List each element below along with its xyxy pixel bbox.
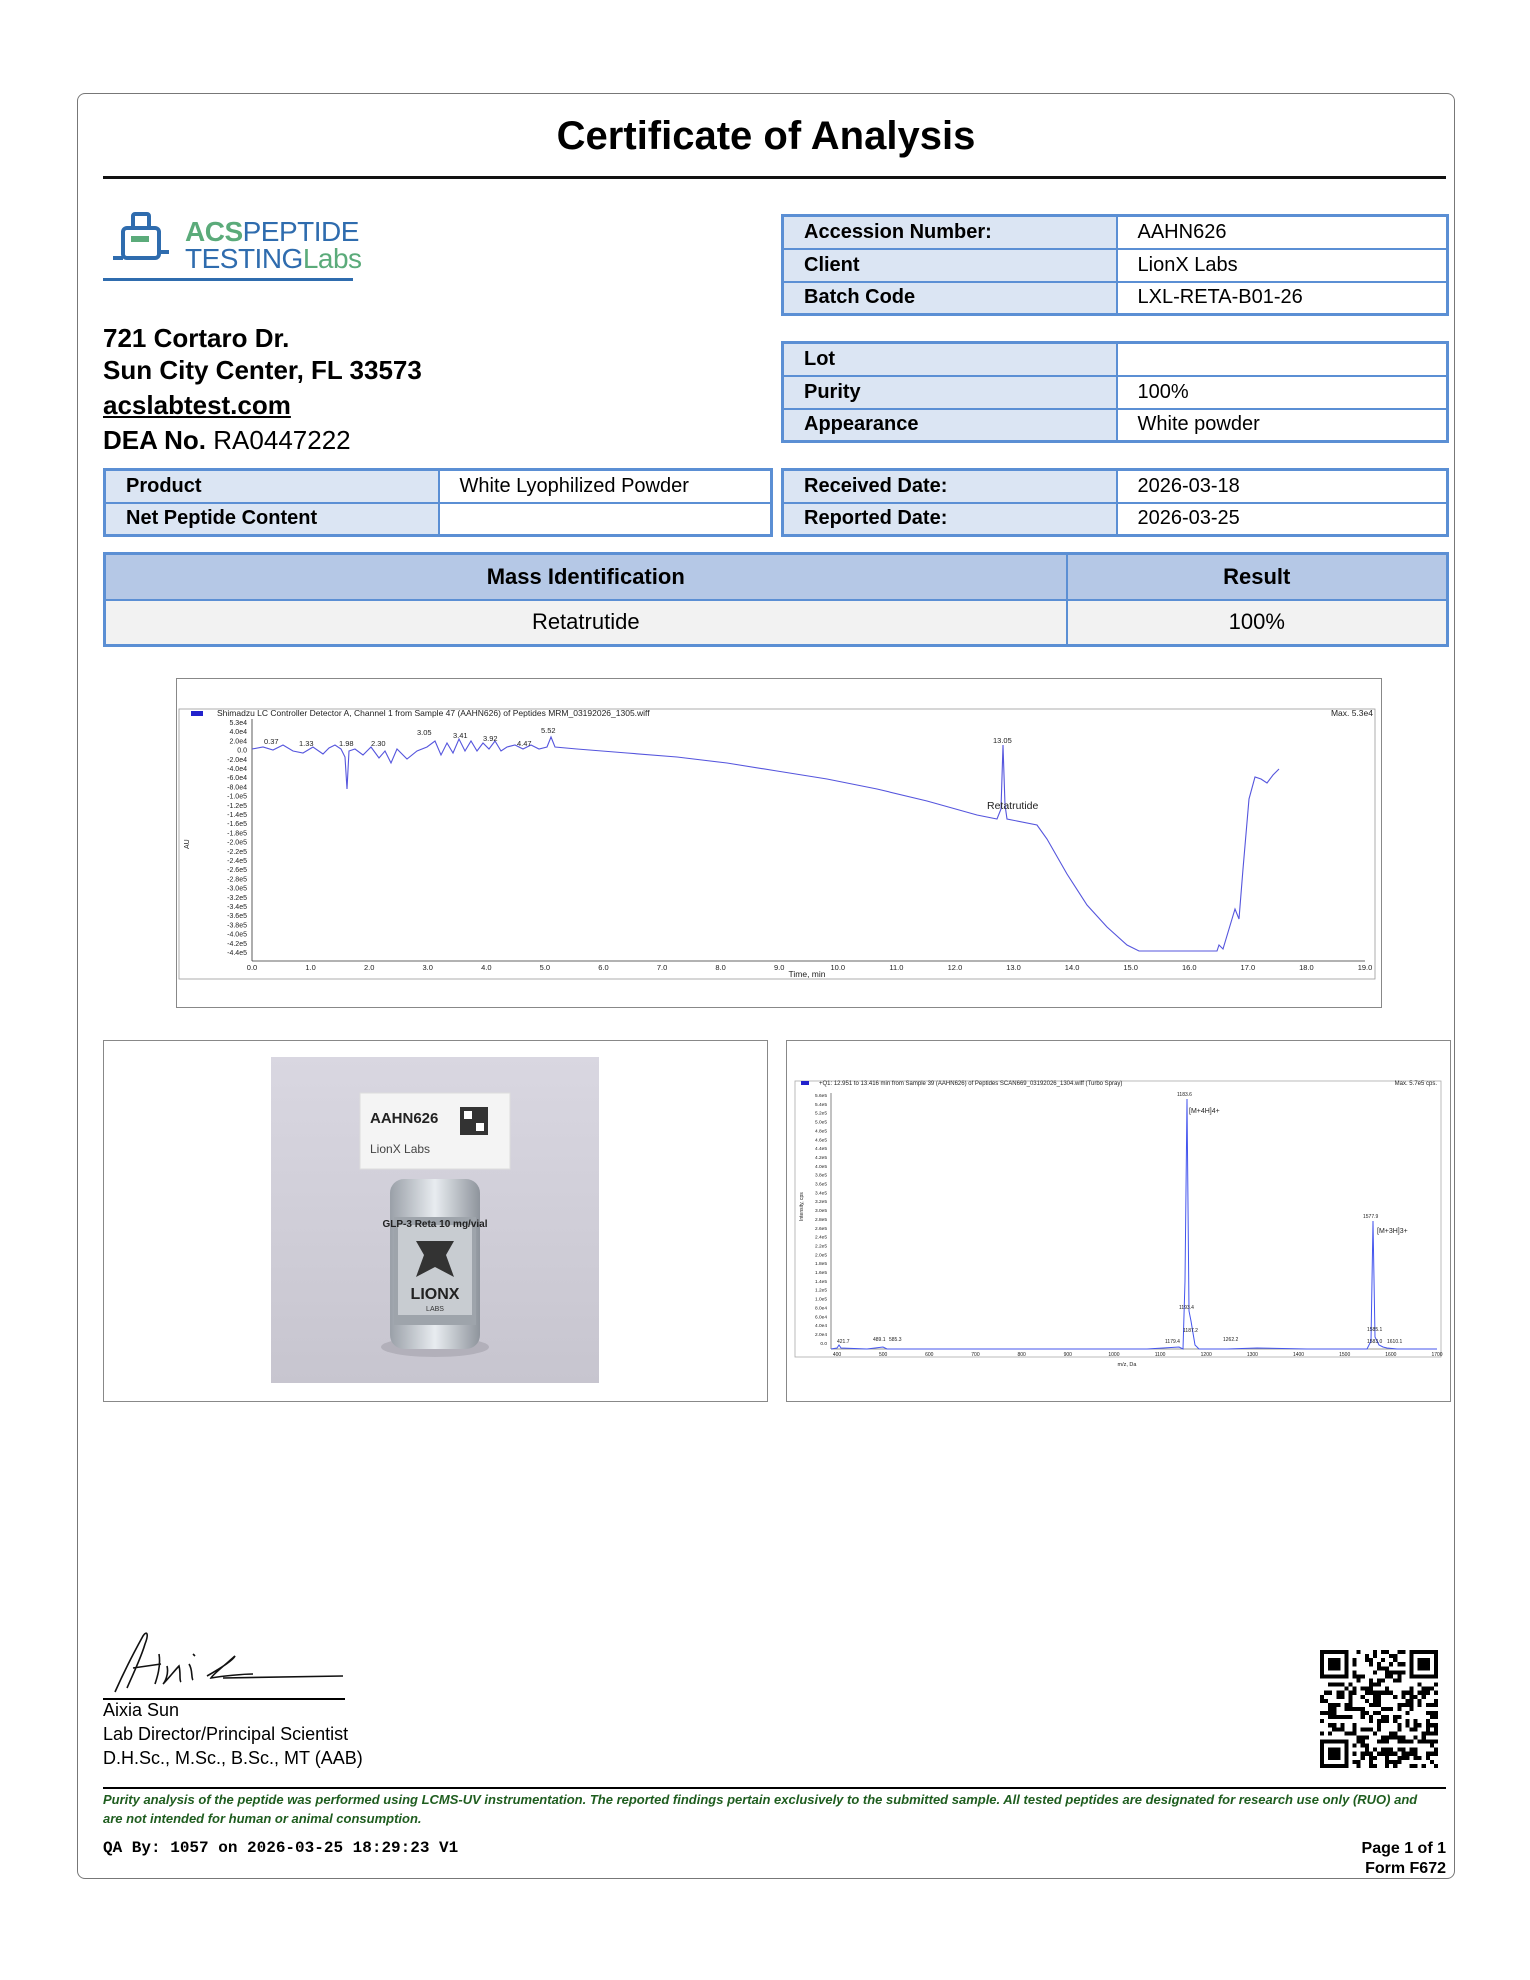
tick-label: 1.0: [305, 963, 316, 972]
signature-block: [103, 1614, 353, 1709]
tick-label: 5.4e5: [814, 1102, 827, 1108]
tick-label: -1.8e5: [227, 830, 247, 838]
tick-label: 4.0e4: [229, 729, 247, 737]
form-number: Form F672: [1365, 1860, 1446, 1877]
svg-text:GLP-3 Reta 10 mg/vial: GLP-3 Reta 10 mg/vial: [382, 1219, 488, 1230]
chromatogram-figure: [176, 678, 1382, 1008]
tick-label: 0.0: [237, 747, 247, 755]
lab-address: [103, 322, 422, 456]
peak-label: 1.98: [339, 739, 354, 748]
svg-text:LABS: LABS: [426, 1306, 444, 1313]
tick-label: -3.2e5: [227, 894, 247, 902]
sample-photo-frame: [103, 1040, 768, 1402]
peak-label: 3.41: [453, 731, 468, 740]
net-peptide-value: [439, 503, 772, 536]
signer-block: [103, 1698, 363, 1770]
tick-label: 0.0: [246, 963, 258, 972]
tick-label: -3.8e5: [227, 922, 247, 930]
table-row: [783, 216, 1448, 249]
tick-label: 600: [925, 1352, 934, 1358]
page-number: Page 1 of 1: [1361, 1840, 1446, 1857]
tick-label: 1.4e5: [814, 1279, 827, 1285]
batch-value: LXL-RETA-B01-26: [1117, 282, 1448, 315]
received-value: 2026-03-18: [1117, 470, 1448, 503]
tick-label: 1000: [1108, 1352, 1120, 1358]
table-row: [783, 470, 1448, 503]
qr-code[interactable]: [1320, 1650, 1438, 1768]
tick-label: 1300: [1246, 1352, 1258, 1358]
net-peptide-label: Net Peptide Content: [105, 503, 439, 536]
tick-label: 8.0e4: [814, 1306, 827, 1312]
purity-label: Purity: [783, 376, 1117, 409]
tick-label: 19.0: [1357, 963, 1373, 972]
tick-label: 400: [832, 1352, 842, 1358]
signer-name: Aixia Sun: [103, 1700, 180, 1720]
spectrum-max: Max. 5.7e5 cps.: [1394, 1081, 1437, 1087]
tick-label: 3.8e5: [814, 1173, 827, 1179]
sample-vial-photo: [104, 1041, 766, 1400]
tick-label: 0.0: [820, 1341, 827, 1347]
peak-label: 489.1: [873, 1337, 886, 1343]
tick-label: 4.8e5: [814, 1129, 827, 1135]
lot-value: [1117, 343, 1448, 376]
ion-label-3plus: [M+3H]3+: [1377, 1228, 1408, 1235]
tick-label: 5.2e5: [814, 1111, 827, 1117]
peak-label: 421.7: [837, 1339, 850, 1345]
tick-label: 5.6e5: [814, 1094, 827, 1099]
peak-label: 1.33: [299, 739, 314, 748]
logo-underline: [103, 278, 353, 281]
tick-label: 1400: [1292, 1352, 1305, 1358]
table-row: [783, 249, 1448, 282]
tick-label: 1600: [1385, 1352, 1397, 1358]
tick-label: -6.0e4: [227, 775, 247, 783]
peak-label: 3.05: [417, 728, 432, 737]
handwritten-signature: [103, 1614, 353, 1704]
peak-label: 1610.1: [1387, 1339, 1403, 1345]
tick-label: 2.0e5: [814, 1253, 827, 1259]
tick-label: 9.0: [773, 963, 785, 972]
tick-label: -2.6e5: [227, 867, 247, 875]
table-row: [783, 282, 1448, 315]
peak-label: 2.30: [371, 739, 386, 748]
tick-label: 5.0e5: [814, 1120, 827, 1126]
product-label: Product: [105, 470, 439, 503]
tick-label: 2.4e5: [814, 1235, 827, 1241]
tick-label: 15.0: [1123, 963, 1138, 972]
peak-label: 3.92: [483, 734, 498, 743]
tick-label: -4.2e5: [227, 940, 247, 948]
peak-label: 4.47: [517, 739, 532, 748]
tick-label: 8.0: [715, 963, 726, 972]
svg-text:LionX Labs: LionX Labs: [370, 1142, 431, 1156]
ion-label-4plus: [M+4H]4+: [1189, 1108, 1220, 1115]
tick-label: 1.6e5: [814, 1271, 827, 1276]
disclaimer: Purity analysis of the peptide was performed using LCMS-UV instrumentation. The reported findings pertain exclusively to the submitted sample. All tested peptides are designated for research use only (RUO) and are not intended for human or animal consumption.: [103, 1792, 1418, 1826]
tick-label: 14.0: [1064, 963, 1080, 972]
table-row: [105, 470, 772, 503]
city: Sun City Center, FL 33573: [103, 355, 422, 385]
qa-stamp: QA By: 1057 on 2026-03-25 18:29:23 V1: [103, 1839, 459, 1857]
dea-label: DEA No.: [103, 425, 207, 455]
tick-label: 4.0e4: [814, 1324, 827, 1330]
tick-label: -8.0e4: [227, 784, 247, 792]
batch-label: Batch Code: [783, 282, 1117, 315]
certificate-sheet: [77, 93, 1455, 1879]
chromatogram-max: Max. 5.3e4: [1330, 708, 1373, 718]
mass-header: Mass Identification: [105, 554, 1067, 600]
tick-label: 1.0e5: [814, 1297, 827, 1303]
product-value: White Lyophilized Powder: [439, 470, 772, 503]
mass-identification-table: [103, 552, 1449, 647]
tick-label: 2.6e5: [814, 1226, 827, 1232]
lot-label: Lot: [783, 343, 1117, 376]
y-axis-ticks: [815, 1093, 827, 1347]
tick-label: 1.2e5: [814, 1288, 827, 1294]
result-header: Result: [1067, 554, 1448, 600]
signer-role: Lab Director/Principal Scientist: [103, 1724, 349, 1744]
peak-label: 1183.6: [1177, 1092, 1192, 1098]
chromatogram-trace: [252, 737, 1279, 951]
tick-label: -3.4e5: [227, 904, 247, 911]
tick-label: -1.2e5: [227, 802, 247, 810]
tick-label: 2.2e5: [814, 1244, 827, 1250]
spectrum-trace: [831, 1099, 1437, 1349]
lot-table: [781, 341, 1449, 443]
tick-label: -2.4e5: [227, 858, 247, 865]
x-axis-label: Time, min: [788, 969, 826, 979]
tick-label: -3.0e5: [227, 885, 247, 893]
tick-label: 3.4e5: [814, 1191, 827, 1197]
peak-label: 1577.9: [1363, 1214, 1379, 1220]
appearance-value: White powder: [1117, 409, 1448, 442]
tick-label: 18.0: [1299, 963, 1314, 972]
mass-spectrum-frame: [786, 1040, 1451, 1402]
received-label: Received Date:: [783, 470, 1117, 503]
tick-label: 1.8e5: [814, 1262, 827, 1268]
y-axis-ticks: [227, 720, 247, 957]
tick-label: 2.0e4: [229, 738, 247, 746]
tick-label: 2.0: [363, 963, 375, 972]
tick-label: 4.0: [481, 963, 492, 972]
tick-label: 3.2e5: [814, 1200, 827, 1206]
tick-label: 4.4e5: [814, 1147, 827, 1153]
tick-label: -2.8e5: [227, 876, 247, 884]
tick-label: -1.0e5: [227, 793, 247, 801]
tick-label: 16.0: [1181, 963, 1197, 972]
logo-wordmark: ACSPEPTIDE TESTINGLabs: [185, 216, 362, 274]
peak-label: 5.52: [541, 726, 556, 735]
tick-label: 5.3e4: [229, 720, 247, 727]
tick-label: 4.0e5: [814, 1164, 827, 1170]
tick-label: 1100: [1154, 1352, 1166, 1358]
tick-label: 12.0: [947, 963, 963, 972]
peak-label: 1583.0: [1367, 1339, 1383, 1345]
accession-value: AAHN626: [1117, 216, 1448, 249]
spectrum-header: +Q1: 12.951 to 13.416 min from Sample 39 (AAHN626) of Peptides SCAN669_03192026_1304.wiff (Turbo Spray): [819, 1081, 1123, 1087]
client-value: LionX Labs: [1117, 249, 1448, 282]
tick-label: 1700: [1431, 1352, 1443, 1358]
accession-label: Accession Number:: [783, 216, 1117, 249]
footer-divider: [103, 1787, 1446, 1789]
client-label: Client: [783, 249, 1117, 282]
peak-label: 1585.1: [1367, 1327, 1383, 1333]
svg-text:LIONX: LIONX: [410, 1286, 460, 1303]
tick-label: -1.6e5: [227, 821, 247, 829]
reported-value: 2026-03-25: [1117, 503, 1448, 536]
signer-credentials: D.H.Sc., M.Sc., B.Sc., MT (AAB): [103, 1748, 363, 1768]
table-row: [783, 376, 1448, 409]
tick-label: 10.0: [830, 963, 846, 972]
tick-label: -2.0e4: [227, 756, 247, 764]
tick-label: 3.0: [422, 963, 433, 972]
tick-label: 6.0: [598, 963, 609, 972]
tick-label: 3.6e5: [814, 1182, 827, 1188]
peak-label: 585.3: [889, 1337, 902, 1343]
mass-spectrum-chart: [787, 1041, 1449, 1400]
company-logo: [103, 212, 393, 292]
tick-label: 800: [1017, 1352, 1026, 1358]
tick-label: 700: [971, 1352, 980, 1358]
chromatogram-chart: [177, 679, 1380, 1006]
table-row: [105, 503, 772, 536]
tick-label: 6.0e4: [814, 1315, 827, 1321]
peak-label: 1262.2: [1223, 1337, 1239, 1343]
reported-label: Reported Date:: [783, 503, 1117, 536]
tick-label: -2.0e5: [227, 839, 247, 847]
peak-label: 0.37: [264, 737, 279, 746]
appearance-label: Appearance: [783, 409, 1117, 442]
tick-label: -4.0e4: [227, 766, 247, 773]
tick-label: 7.0: [656, 963, 668, 972]
tick-label: 900: [1063, 1352, 1072, 1358]
peak-annotation-retatrutide: Retatrutide: [987, 800, 1039, 812]
dates-table: [781, 468, 1449, 537]
tick-label: 1200: [1200, 1352, 1212, 1358]
tick-label: 2.8e5: [814, 1217, 827, 1223]
tick-label: 17.0: [1240, 963, 1256, 972]
page-title: Certificate of Analysis: [556, 114, 976, 158]
page-info: [1362, 1839, 1446, 1879]
table-row: [783, 503, 1448, 536]
tick-label: 3.0e5: [814, 1209, 827, 1215]
tick-label: 5.0: [539, 963, 551, 972]
accession-table: [781, 214, 1449, 316]
y-axis-label: AU: [184, 839, 191, 849]
tick-label: -4.0e5: [227, 931, 247, 939]
product-table: [103, 468, 773, 537]
tick-label: 2.0e4: [814, 1332, 827, 1338]
tick-label: 4.2e5: [814, 1155, 827, 1161]
svg-text:AAHN626: AAHN626: [370, 1110, 439, 1127]
table-row: [105, 600, 1448, 646]
tick-label: -2.2e5: [227, 848, 247, 856]
table-row: [783, 409, 1448, 442]
tick-label: -1.4e5: [227, 812, 247, 819]
peak-label: 1187.2: [1183, 1328, 1198, 1334]
purity-value: 100%: [1117, 376, 1448, 409]
peak-label: 13.05: [993, 736, 1012, 745]
x-axis-label: m/z, Da: [1117, 1362, 1137, 1368]
tick-label: -4.4e5: [227, 950, 247, 957]
tick-label: 1500: [1339, 1352, 1351, 1358]
y-axis-label: Intensity, cps: [799, 1192, 805, 1221]
website-link[interactable]: acslabtest.com: [103, 390, 291, 420]
tick-label: -3.6e5: [227, 913, 247, 921]
tick-label: 11.0: [889, 963, 904, 972]
peak-label: 1193.4: [1179, 1305, 1194, 1311]
street: 721 Cortaro Dr.: [103, 323, 290, 353]
tick-label: 4.6e5: [814, 1138, 827, 1144]
title-divider: [103, 176, 1446, 179]
tick-label: 13.0: [1006, 963, 1021, 972]
tick-label: 500: [878, 1352, 888, 1358]
dea-value: RA0447222: [213, 425, 351, 455]
table-row: [783, 343, 1448, 376]
chromatogram-header: Shimadzu LC Controller Detector A, Channel 1 from Sample 47 (AAHN626) of Peptides MRM_03192026_1305.wiff: [217, 708, 650, 718]
peak-label: 1179.4: [1165, 1339, 1180, 1345]
result-cell: 100%: [1067, 600, 1448, 646]
flask-icon: [113, 212, 183, 278]
compound-cell: Retatrutide: [105, 600, 1067, 646]
